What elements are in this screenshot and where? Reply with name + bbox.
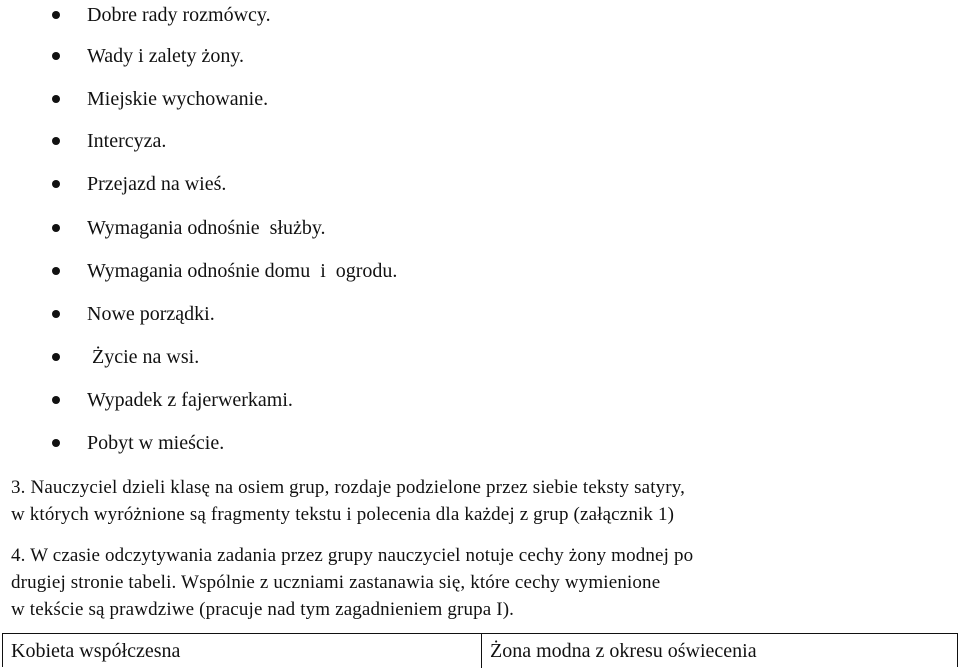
- list-item-text: Przejazd na wieś.: [87, 173, 227, 195]
- list-item-text: Dobre rady rozmówcy.: [87, 4, 271, 26]
- list-item-text: Nowe porządki.: [87, 303, 215, 325]
- bullet-icon: [52, 11, 60, 19]
- list-item-text: Pobyt w mieście.: [87, 432, 225, 454]
- paragraph-line: 3. Nauczyciel dzieli klasę na osiem grup, rozdaje podzielone przez siebie teksty satyry,: [11, 477, 686, 498]
- bullet-icon: [52, 180, 60, 188]
- list-item-text: Miejskie wychowanie.: [87, 88, 269, 110]
- bullet-icon: [52, 439, 60, 447]
- paragraph-line: drugiej stronie tabeli. Wspólnie z uczniami zastanawia się, które cechy wymienione: [11, 572, 661, 593]
- list-item-text: Wypadek z fajerwerkami.: [87, 389, 293, 411]
- comparison-table: [2, 633, 958, 667]
- bullet-icon: [52, 224, 60, 232]
- paragraph-step-4: [11, 542, 951, 623]
- bullet-icon: [52, 137, 60, 145]
- table-column-divider: [481, 634, 482, 668]
- bullet-icon: [52, 267, 60, 275]
- paragraph-line: w tekście są prawdziwe (pracuje nad tym zagadnieniem grupa I).: [11, 599, 515, 620]
- list-item-text: Wady i zalety żony.: [87, 45, 245, 67]
- bullet-icon: [52, 95, 60, 103]
- list-item-text: Wymagania odnośnie domu i ogrodu.: [87, 260, 398, 282]
- paragraph-line: 4. W czasie odczytywania zadania przez grupy nauczyciel notuje cechy żony modnej po: [11, 545, 694, 566]
- table-header-modern-woman: Kobieta współczesna: [11, 640, 181, 662]
- list-item-text: Życie na wsi.: [87, 346, 200, 368]
- paragraph-line: w których wyróżnione są fragmenty tekstu i polecenia dla każdej z grup (załącznik 1): [11, 504, 675, 525]
- bullet-icon: [52, 52, 60, 60]
- bullet-icon: [52, 310, 60, 318]
- table-header-fashionable-wife: Żona modna z okresu oświecenia: [490, 640, 757, 662]
- bullet-icon: [52, 353, 60, 361]
- paragraph-step-3: [11, 474, 951, 528]
- list-item-text: Wymagania odnośnie służby.: [87, 217, 326, 239]
- list-item-text: Intercyza.: [87, 130, 167, 152]
- bullet-icon: [52, 396, 60, 404]
